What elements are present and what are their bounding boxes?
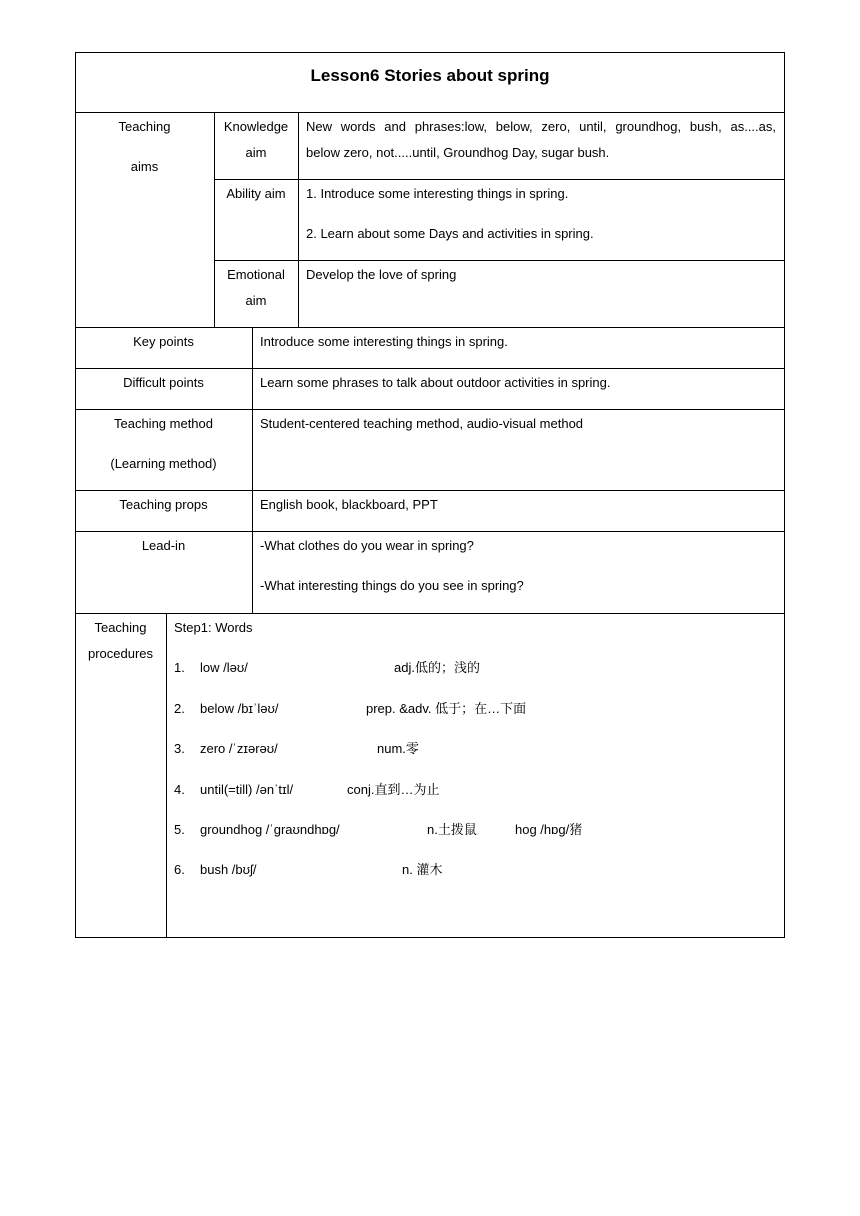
word-number: 4. (174, 782, 185, 797)
word-meaning: prep. &adv. 低于；在…下面 (366, 701, 527, 716)
teaching-method-label-line1: Teaching method (113, 416, 213, 431)
row-divider (75, 613, 785, 614)
emotional-aim-text: Develop the love of spring (306, 267, 457, 282)
word-number: 1. (174, 660, 185, 675)
column-divider (252, 327, 253, 613)
word-entry: zero /ˈzɪərəʊ/ (200, 741, 278, 756)
difficult-points-label: Difficult points (123, 375, 204, 390)
word-meaning: conj.直到…为止 (347, 782, 440, 797)
teaching-aims-label-line2: aims (130, 159, 159, 174)
row-divider (75, 327, 785, 328)
teaching-props-text: English book, blackboard, PPT (260, 497, 438, 512)
emotional-aim-label-line1: Emotional (227, 267, 285, 282)
row-divider (214, 260, 785, 261)
row-divider (75, 368, 785, 369)
word-number: 3. (174, 741, 185, 756)
word-meaning: num.零 (377, 741, 419, 756)
lead-in-question: -What clothes do you wear in spring? (260, 538, 474, 553)
teaching-method-label-line2: (Learning method) (110, 456, 217, 471)
row-divider (75, 409, 785, 410)
word-entry: low /ləʊ/ (200, 660, 248, 675)
knowledge-aim-label-line2: aim (245, 145, 267, 160)
teaching-aims-label-line1: Teaching (118, 119, 171, 134)
word-entry: below /bɪˈləʊ/ (200, 701, 279, 716)
row-divider (75, 531, 785, 532)
word-number: 5. (174, 822, 185, 837)
key-points-label: Key points (133, 334, 194, 349)
word-entry: until(=till) /ənˈtɪl/ (200, 782, 294, 797)
row-divider (75, 490, 785, 491)
lead-in-label: Lead-in (141, 538, 186, 553)
emotional-aim-label-line2: aim (245, 293, 267, 308)
word-number: 2. (174, 701, 185, 716)
row-divider (214, 179, 785, 180)
word-meaning: n. 灌木 (402, 862, 443, 877)
knowledge-aim-text-line2: below zero, not.....until, Groundhog Day, sugar bush. (306, 145, 610, 160)
ability-aim-label: Ability aim (226, 186, 286, 201)
knowledge-aim-text-line1: New words and phrases:low, below, zero, until, groundhog, bush, as....as, (306, 119, 776, 134)
row-divider (75, 112, 785, 113)
word-extra: hog /hɒɡ/猪 (515, 822, 583, 837)
step-title: Step1: Words (174, 620, 253, 635)
ability-aim-item: 2. Learn about some Days and activities in spring. (306, 226, 594, 241)
lead-in-question: -What interesting things do you see in spring? (260, 578, 524, 593)
word-meaning: adj.低的；浅的 (394, 660, 480, 675)
word-number: 6. (174, 862, 185, 877)
teaching-method-text: Student-centered teaching method, audio-visual method (260, 416, 584, 431)
key-points-text: Introduce some interesting things in spring. (260, 334, 508, 349)
procedures-label-line1: Teaching (94, 620, 147, 635)
ability-aim-item: 1. Introduce some interesting things in spring. (306, 186, 569, 201)
column-divider (298, 112, 299, 327)
lesson-plan-table (75, 52, 785, 938)
knowledge-aim-label-line1: Knowledge (223, 119, 289, 134)
column-divider (166, 613, 167, 938)
difficult-points-text: Learn some phrases to talk about outdoor activities in spring. (260, 375, 611, 390)
teaching-props-label: Teaching props (119, 497, 208, 512)
word-entry: groundhog /ˈɡraʊndhɒɡ/ (200, 822, 340, 837)
page-title: Lesson6 Stories about spring (310, 66, 550, 85)
word-entry: bush /bʊʃ/ (200, 862, 257, 877)
procedures-label-line2: procedures (87, 646, 154, 661)
word-meaning: n.土拨鼠 (427, 822, 477, 837)
